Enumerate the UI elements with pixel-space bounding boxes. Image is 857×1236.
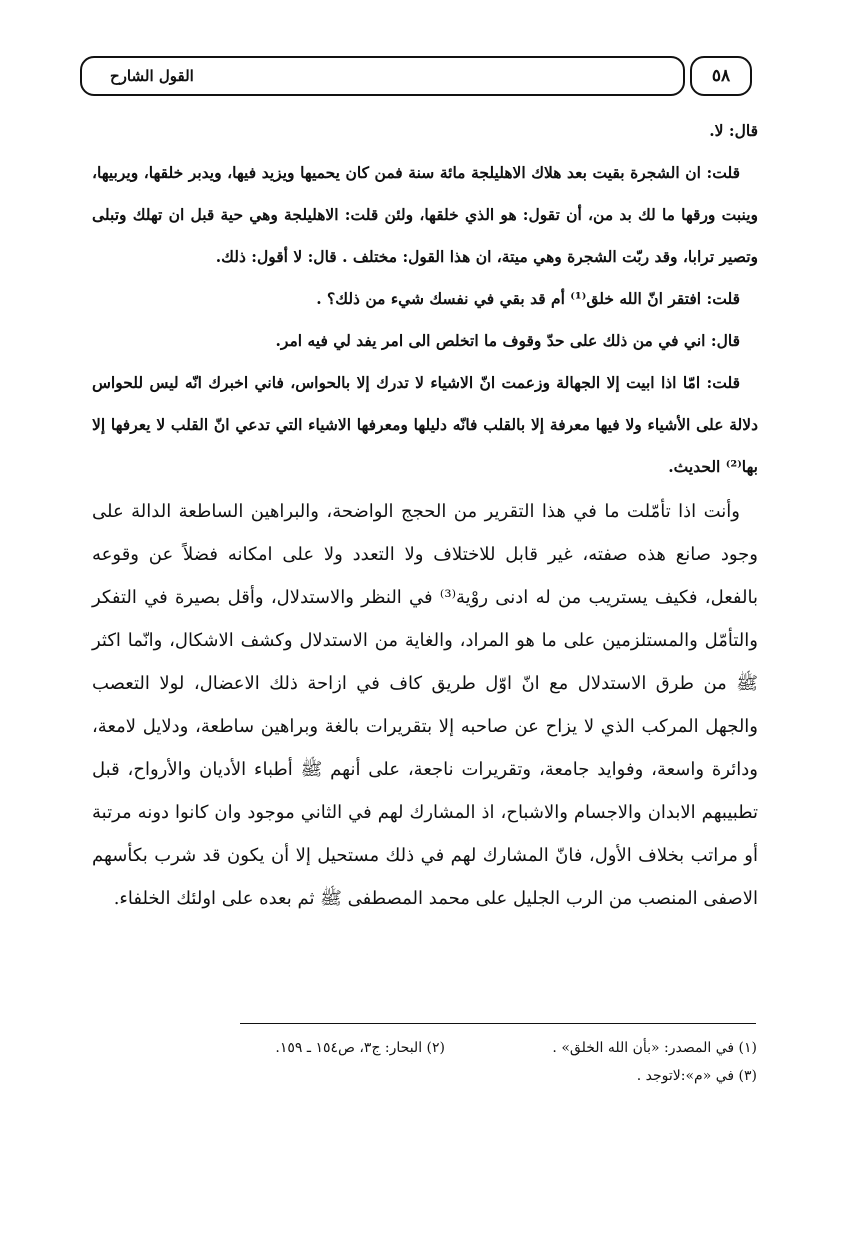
footnote-3: (٣) في «م»:لاتوجد . xyxy=(636,1068,757,1084)
dialogue-line: قلت: ان الشجرة بقيت بعد هلاك الاهليلجة مائة سنة فمن كان يحميها ويزيد فيها، ويدبر خلقها، ويربيها، وينبت ورقها ما لك بد من، أن تقول: هو الذي خلقها، ولئن قلت: الاهليلجة وهي حية قبل ان تهلك وتبلى وتصير ترابا، وقد ربّت الشجرة وهي ميتة، ان هذا القول: مختلف . قال: لا أقول: ذلك. xyxy=(92,163,758,266)
dialogue-line: قلت: امّا اذا ابيت إلا الجهالة وزعمت انّ الاشياء لا تدرك إلا بالحواس، فاني اخبرك انّه ليس للحواس دلالة على الأشياء ولا فيها معرفة إلا بالقلب فانّه دليلها ومعرفها الاشياء التي تدعي انّ القلب لا يعرفها إلا بها⁽²⁾ الحديث. xyxy=(92,373,758,476)
page-number: ٥٨ xyxy=(690,56,752,96)
footnote-1: (١) في المصدر: «بأن الله الخلق» . xyxy=(552,1040,757,1056)
footnote-2: (٢) البحار: ج٣، ص١٥٤ ـ ١٥٩. xyxy=(275,1040,445,1056)
dialogue-line: قال: اني في من ذلك على حدّ وقوف ما اتخلص الى امر يفد لي فيه امر. xyxy=(275,331,740,350)
page-body xyxy=(92,110,758,920)
running-title: القول الشارح xyxy=(80,56,685,96)
main-paragraph: وأنت اذا تأمّلت ما في هذا التقرير من الحجج الواضحة، والبراهين الساطعة الدالة على وجود صانع هذه صفته، غير قابل للاختلاف ولا التعدد ولا على امكانه فضلاً عن وقوعه بالفعل، فكيف يستريب من له ادنى روْية⁽³⁾ في النظر والاستدلال، وأقل بصيرة في التفكر والتأمّل والمستلزمين على ما هو المراد، والغاية من الاستدلال وكشف الاشكال، وانّما اكثر ﷺ من طرق الاستدلال مع انّ اوّل طريق كاف في ازاحة ذلك الاعضال، لولا التعصب والجهل المركب الذي لا يزاح عن صاحبه إلا بتقريرات بالغة وبراهين ساطعة، ودلايل لامعة، ودائرة واسعة، وفوايد جامعة، وتقريرات ناجعة، على أنهم ﷺ أطباء الأديان والأرواح، قبل تطبيبهم الابدان والاجسام والاشباح، اذ المشارك لهم في الثاني موجود وان كانوا دونه مرتبة أو مراتب بخلاف الأول، فانّ المشارك لهم في ذلك مستحيل إلا أن يكون قد شرب بكأسهم الاصفى المنصب من الرب الجليل على محمد المصطفى ﷺ ثم بعده على اولئك الخلفاء. xyxy=(92,501,758,909)
dialogue-line: قلت: افتقر انّ الله خلق⁽¹⁾ أم قد بقي في نفسك شيء من ذلك؟ . xyxy=(316,289,740,308)
dialogue-line: قال: لا. xyxy=(709,121,758,140)
dialogue-block xyxy=(92,110,758,488)
footnote-divider xyxy=(240,1023,756,1024)
main-text xyxy=(92,490,758,920)
